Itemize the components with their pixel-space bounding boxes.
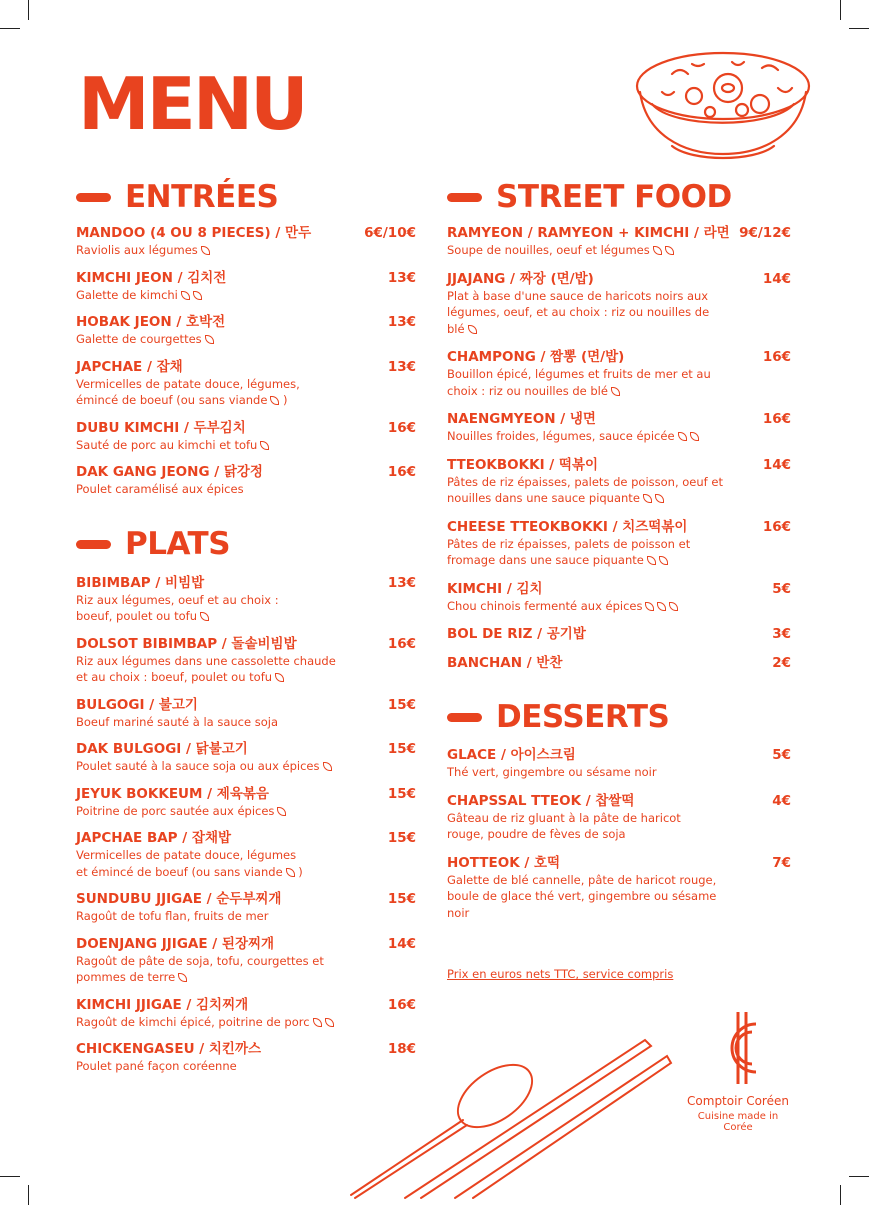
leaf-icon (323, 762, 332, 771)
menu-item-name: HOTTEOK / 호떡 (447, 854, 561, 871)
menu-item (447, 792, 791, 843)
menu-item (447, 410, 791, 445)
menu-item-price: 16€ (762, 349, 791, 365)
menu-item-description-text: Poulet sauté à la sauce soja ou aux épices (76, 759, 320, 773)
menu-item-description (447, 872, 791, 922)
menu-item-description (447, 428, 791, 445)
menu-item (447, 854, 791, 922)
crop-mark (0, 28, 20, 29)
menu-item-price: 16€ (387, 996, 416, 1013)
plats-list (76, 574, 416, 1075)
menu-item-name: KIMCHI JJIGAE / 김치찌개 (76, 996, 249, 1013)
brand-tagline: Cuisine made in Corée (697, 1111, 779, 1133)
menu-item-description-text: Galette de courgettes (76, 332, 202, 346)
menu-item-description-text: Ragoût de tofu flan, fruits de mer (76, 909, 269, 923)
menu-item-price: 15€ (387, 741, 416, 757)
menu-item-name: HOBAK JEON / 호박전 (76, 314, 226, 330)
menu-item-description-text: Plat à base d'une sauce de haricots noirs aux légumes, oeuf, et au choix : riz ou nouilles de blé (447, 288, 710, 336)
menu-item-price: 16€ (762, 411, 791, 427)
menu-item-description-text: Vermicelles de patate douce, légumes et émincé de boeuf (ou sans viande (76, 848, 297, 879)
section-dash (447, 713, 482, 722)
leaf-icon (657, 602, 666, 611)
entrees-list (76, 224, 416, 498)
menu-item-price: 16€ (387, 464, 416, 480)
menu-item-name: BULGOGI / 불고기 (76, 696, 198, 713)
menu-item-description-text: Bouillon épicé, légumes et fruits de mer et au choix : riz ou nouilles de blé (447, 367, 711, 398)
menu-item-description-text: Poulet caramélisé aux épices (76, 482, 244, 496)
menu-item-price: 7€ (772, 854, 791, 871)
menu-item-name: MANDOO (4 OU 8 PIECES) / 만두 (76, 225, 312, 241)
menu-item-price: 15€ (387, 785, 416, 802)
section-dash (447, 193, 482, 202)
section-header-plats (76, 528, 416, 562)
leaf-icon (678, 432, 687, 441)
menu-item-description-text: Pâtes de riz épaisses, palets de poisson et fromage dans une sauce piquante (447, 536, 691, 567)
desserts-list (447, 746, 791, 921)
menu-item (76, 635, 416, 686)
menu-item-price: 15€ (387, 830, 416, 846)
menu-item-name: BIBIMBAP / 비빔밥 (76, 574, 205, 591)
menu-item-name: BOL DE RIZ / 공기밥 (447, 626, 586, 642)
menu-item-description (447, 764, 791, 781)
menu-item (447, 224, 791, 259)
leaf-icon (193, 291, 202, 300)
menu-item (76, 829, 416, 880)
menu-item-name: GLACE / 아이스크림 (447, 747, 576, 763)
menu-item-name: CHAPSSAL TTEOK / 찹쌀떡 (447, 792, 635, 809)
menu-item (76, 419, 416, 454)
menu-item-price: 5€ (772, 747, 791, 763)
menu-item-price: 6€/10€ (364, 225, 416, 241)
crop-mark (840, 0, 841, 20)
menu-item-description-text: Sauté de porc au kimchi et tofu (76, 437, 258, 452)
section-title-street-food: STREET FOOD (496, 178, 732, 215)
leaf-icon (277, 807, 286, 816)
leaf-icon (275, 673, 284, 682)
menu-item (76, 696, 416, 731)
menu-item-description (76, 714, 416, 731)
menu-item-name: JAPCHAE BAP / 잡채밥 (76, 830, 232, 846)
leaf-icon (659, 556, 668, 565)
menu-item-price: 16€ (387, 635, 416, 652)
crop-mark (849, 28, 869, 29)
menu-item (447, 348, 791, 399)
leaf-icon (653, 246, 662, 255)
menu-item-description-text: Gâteau de riz gluant à la pâte de haricot rouge, poudre de fèves de soja (447, 810, 681, 841)
menu-item-description-text: Soupe de nouilles, oeuf et légumes (447, 243, 650, 257)
menu-item-price: 16€ (762, 518, 791, 535)
section-title-entrees: ENTRÉES (125, 178, 279, 215)
menu-item-description (447, 598, 791, 615)
menu-item-name: SUNDUBU JJIGAE / 순두부찌개 (76, 891, 282, 907)
menu-item-description-suffix: ) (279, 393, 288, 407)
menu-item-description-text: Galette de kimchi (76, 287, 178, 302)
menu-item-name: KIMCHI / 김치 (447, 580, 543, 597)
menu-item-price: 13€ (387, 358, 416, 375)
menu-item-name: CHAMPONG / 짬뽕 (면/밥) (447, 349, 625, 365)
section-header-street-food (447, 180, 791, 214)
leaf-icon (286, 868, 295, 877)
menu-item-name: NAENGMYEON / 냉면 (447, 411, 596, 427)
section-dash (76, 193, 111, 202)
menu-item-price: 14€ (762, 456, 791, 473)
menu-item-price: 14€ (387, 935, 416, 952)
menu-item-description (76, 908, 416, 925)
leaf-icon (643, 494, 652, 503)
menu-item (447, 625, 791, 643)
menu-item-description (76, 437, 416, 454)
menu-item-description (447, 474, 791, 507)
leaf-icon (200, 612, 209, 621)
right-column (447, 180, 791, 921)
menu-item-description (76, 653, 416, 686)
menu-item-price: 2€ (772, 655, 791, 671)
menu-item-description-text: Poulet pané façon coréenne (76, 1059, 237, 1073)
menu-item (447, 456, 791, 507)
menu-item-description (447, 242, 791, 259)
menu-item-description-text: Raviolis aux légumes (76, 243, 198, 257)
menu-item-name: DOENJANG JJIGAE / 된장찌개 (76, 935, 275, 952)
leaf-icon (325, 1018, 334, 1027)
menu-item-price: 14€ (762, 270, 791, 287)
menu-item-description (76, 953, 416, 986)
menu-item (76, 313, 416, 348)
menu-item-name: JJAJANG / 짜장 (면/밥) (447, 270, 594, 287)
crop-mark (0, 1176, 20, 1177)
menu-item-description-text: Galette de blé cannelle, pâte de haricot rouge, boule de glace thé vert, gingembre ou sésame noir (447, 872, 717, 920)
menu-item-description-text: Poitrine de porc sautée aux épices (76, 803, 275, 818)
leaf-icon (178, 973, 187, 982)
leaf-icon (655, 494, 664, 503)
menu-item-description (76, 331, 416, 348)
menu-item (76, 890, 416, 925)
page-title: MENU (78, 62, 306, 146)
logo-mark-icon (708, 1010, 768, 1086)
crop-mark (840, 1185, 841, 1205)
menu-item-description-text: Ragoût de pâte de soja, tofu, courgettes et pommes de terre (76, 953, 324, 984)
menu-item-price: 18€ (387, 1041, 416, 1057)
section-title-plats: PLATS (125, 526, 231, 562)
crop-mark (849, 1176, 869, 1177)
menu-item (76, 463, 416, 498)
menu-item-description-text: Riz aux légumes, oeuf et au choix : boeuf, poulet ou tofu (76, 592, 279, 623)
price-note: Prix en euros nets TTC, service compris (447, 967, 674, 981)
menu-item-name: KIMCHI JEON / 김치전 (76, 269, 227, 286)
menu-item-description (76, 847, 416, 880)
menu-item (76, 785, 416, 820)
menu-item-description (447, 288, 791, 338)
leaf-icon (645, 602, 654, 611)
leaf-icon (260, 441, 269, 450)
menu-item-description (447, 810, 791, 843)
menu-item-name: JAPCHAE / 잡채 (76, 358, 183, 375)
section-header-desserts (447, 700, 791, 734)
menu-item-name: JEYUK BOKKEUM / 제육볶음 (76, 785, 269, 802)
menu-item-description (76, 287, 416, 304)
section-dash (76, 540, 111, 549)
menu-item-name: TTEOKBOKKI / 떡볶이 (447, 456, 599, 473)
menu-item (447, 518, 791, 569)
spoon-chopsticks-illustration (345, 1030, 675, 1200)
leaf-icon (611, 387, 620, 396)
menu-item-description-text: Vermicelles de patate douce, légumes, émincé de boeuf (ou sans viande (76, 376, 300, 407)
leaf-icon (690, 432, 699, 441)
leaf-icon (201, 246, 210, 255)
menu-item-name: CHICKENGASEU / 치킨까스 (76, 1041, 262, 1057)
menu-item-price: 3€ (772, 626, 791, 642)
menu-item-description-text: Riz aux légumes dans une cassolette chaude et au choix : boeuf, poulet ou tofu (76, 653, 336, 684)
menu-item-description (76, 758, 416, 775)
menu-item-description-text: Nouilles froides, légumes, sauce épicée (447, 429, 675, 443)
menu-item-price: 5€ (772, 580, 791, 597)
menu-item (76, 740, 416, 775)
menu-item-price: 15€ (387, 891, 416, 907)
street-food-list (447, 224, 791, 672)
menu-item (76, 996, 416, 1031)
menu-item-description-text: Boeuf mariné sauté à la sauce soja (76, 714, 279, 729)
menu-item-description (76, 1014, 416, 1031)
bowl-illustration (632, 44, 814, 162)
menu-item-price: 9€/12€ (739, 225, 791, 241)
menu-item-name: DOLSOT BIBIMBAP / 돌솥비빔밥 (76, 635, 297, 652)
left-column (76, 180, 416, 1075)
menu-item-description-text: Pâtes de riz épaisses, palets de poisson, oeuf et nouilles dans une sauce piquante (447, 474, 723, 505)
menu-item (447, 654, 791, 672)
menu-item-price: 15€ (387, 696, 416, 713)
menu-item (76, 224, 416, 259)
menu-item-description (76, 481, 416, 498)
section-header-entrees (76, 180, 416, 214)
menu-item (447, 270, 791, 338)
menu-item-description-suffix: ) (294, 864, 303, 879)
crop-mark (28, 0, 29, 20)
menu-item-description (76, 242, 416, 259)
section-title-desserts: DESSERTS (496, 698, 670, 735)
leaf-icon (665, 246, 674, 255)
menu-item-description (447, 366, 791, 399)
menu-item-name: RAMYEON / RAMYEON + KIMCHI / 라면 (447, 225, 730, 241)
menu-item-name: CHEESE TTEOKBOKKI / 치즈떡볶이 (447, 518, 688, 535)
leaf-icon (205, 335, 214, 344)
menu-item (447, 746, 791, 781)
brand-name: Comptoir Coréen (687, 1094, 789, 1108)
menu-item-price: 4€ (772, 792, 791, 809)
crop-mark (28, 1185, 29, 1205)
menu-item (447, 580, 791, 615)
menu-item-price: 13€ (387, 269, 416, 286)
leaf-icon (669, 602, 678, 611)
menu-item-description-text: Thé vert, gingembre ou sésame noir (447, 765, 657, 779)
leaf-icon (647, 556, 656, 565)
menu-item-price: 13€ (387, 574, 416, 591)
menu-item-description-text: Chou chinois fermenté aux épices (447, 598, 643, 613)
menu-item-description-text: Ragoût de kimchi épicé, poitrine de porc (76, 1014, 310, 1029)
menu-item-name: DAK BULGOGI / 닭불고기 (76, 741, 248, 757)
leaf-icon (181, 291, 190, 300)
menu-item-price: 16€ (387, 419, 416, 436)
menu-item-description (447, 536, 791, 569)
menu-item (76, 269, 416, 304)
leaf-icon (313, 1018, 322, 1027)
menu-item-description (76, 592, 416, 625)
menu-item (76, 574, 416, 625)
leaf-icon (468, 325, 477, 334)
menu-item (76, 935, 416, 986)
menu-item-description (76, 376, 416, 409)
menu-item-name: DUBU KIMCHI / 두부김치 (76, 419, 246, 436)
menu-item-description (76, 803, 416, 820)
menu-item-name: DAK GANG JEONG / 닭강정 (76, 464, 263, 480)
menu-item (76, 358, 416, 409)
menu-item-name: BANCHAN / 반찬 (447, 655, 563, 671)
menu-item-price: 13€ (387, 314, 416, 330)
brand-logo (682, 1010, 794, 1133)
